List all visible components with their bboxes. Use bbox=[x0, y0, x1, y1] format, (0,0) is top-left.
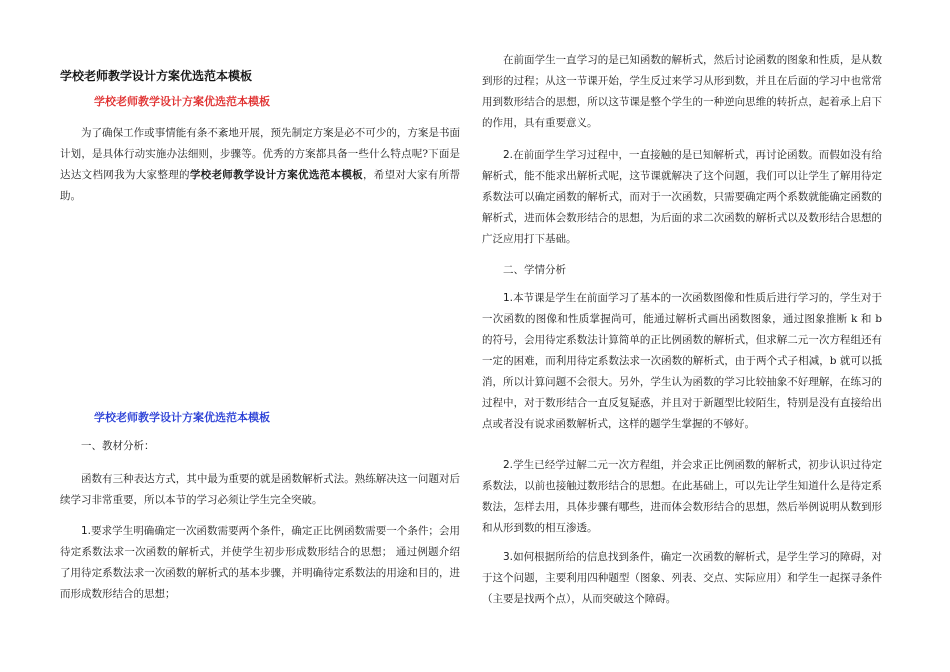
intro-text-after: ，希望对大家有所帮助。 bbox=[60, 169, 461, 202]
list-item-2-number: 2. bbox=[503, 149, 514, 161]
analysis-item-1-number: 1. bbox=[503, 292, 514, 304]
analysis-item-3-text: 如何根据所给的信息找到条件，确定一次函数的解析式，是学生学习的障碍，对于这个问题，主要利用四种题型（图象、列表、交点、实际应用）和学生一起探寻条件（主要是找两个点），从而突破这个障碍。 bbox=[482, 551, 882, 605]
paragraph-function-forms: 函数有三种表达方式，其中最为重要的就是函数解析式法。熟练解决这一问题对后续学习非常重要，所以本节的学习必须让学生完全突破。 bbox=[60, 473, 460, 506]
document-title: 学校老师教学设计方案优选范本模板 bbox=[60, 69, 253, 83]
analysis-item-2-number: 2. bbox=[503, 459, 514, 471]
list-item-2 bbox=[482, 145, 882, 250]
analysis-item-1 bbox=[482, 288, 882, 435]
intro-text-bold: 学校老师教学设计方案优选范本模板 bbox=[189, 169, 363, 181]
analysis-item-2 bbox=[482, 455, 882, 539]
section-heading-textbook-analysis: 一、教材分析： bbox=[81, 440, 155, 452]
list-item-1-number: 1. bbox=[81, 525, 92, 537]
analysis-item-3 bbox=[482, 547, 882, 610]
list-item-1-text: 要求学生明确确定一次函数需要两个条件，确定正比例函数需要一个条件；会用待定系数法求一次函数的解析式，并使学生初步形成数形结合的思想； 通过例题介绍了用待定系数法求一次函数的解析式的基本步骤，并明确待定系数法的用途和目的，进而形成数形结合的思想； bbox=[60, 525, 460, 600]
intro-paragraph bbox=[60, 123, 460, 207]
section-heading-student-analysis: 二、学情分析 bbox=[503, 264, 566, 276]
paragraph-prior-learning: 在前面学生一直学习的是已知函数的解析式，然后讨论函数的图象和性质，是从数到形的过程；从这一节课开始，学生反过来学习从形到数，并且在后面的学习中也常常用到数形结合的思想，所以这节课是整个学生的一种逆向思维的转折点，起着承上启下的作用，具有重要意义。 bbox=[482, 54, 882, 129]
list-item-2-text: 在前面学生学习过程中，一直接触的是已知解析式，再讨论函数。而假如没有给解析式，能不能求出解析式呢，这节课就解决了这个问题，我们可以让学生了解用待定系数法可以确定函数的解析式，而对于一次函数，只需要确定两个系数就能确定函数的解析式，进而体会数形结合的思想，为后面的求二次函数的解析式以及数形结合思想的广泛应用打下基础。 bbox=[482, 149, 882, 245]
list-item-1 bbox=[60, 521, 460, 605]
analysis-item-1-text: 本节课是学生在前面学习了基本的一次函数图像和性质后进行学习的，学生对于一次函数的图像和性质掌握尚可，能通过解析式画出函数图象，通过图象推断 k 和 b 的符号，会用待定系数法计算简单的正比例函数的解析式，但求解二元一次方程组还有一定的困难，而利用待定系数法求一次函数的解析式，由于两个式子相减，b 就可以抵消，所以计算问题不会很大。另外，学生认为函数的学习比较抽象不好理解，在练习的过程中，对于数形结合一直反复疑惑，并且对于新题型比较陌生，特别是没有直接给出点或者没有说求函数解析式，这样的题学生掌握的不够好。 bbox=[482, 292, 882, 430]
blue-section-title: 学校老师教学设计方案优选范本模板 bbox=[94, 411, 270, 424]
analysis-item-2-text: 学生已经学过解二元一次方程组，并会求正比例函数的解析式，初步认识过待定系数法，以前也接触过数形结合的思想。在此基础上，可以先让学生知道什么是待定系数法，怎样去用，具体步骤有哪些，进而体会数形结合的思想，然后举例说明从数到形和从形到数的相互渗透。 bbox=[482, 459, 882, 534]
intro-text-before: 为了确保工作或事情能有条不紊地开展，预先制定方案是必不可少的，方案是书面计划，是具体行动实施办法细则，步骤等。优秀的方案都具备一些什么特点呢?下面是达达文档网我为大家整理的 bbox=[60, 127, 460, 181]
analysis-item-3-number: 3. bbox=[503, 551, 514, 563]
red-subtitle: 学校老师教学设计方案优选范本模板 bbox=[94, 95, 270, 108]
